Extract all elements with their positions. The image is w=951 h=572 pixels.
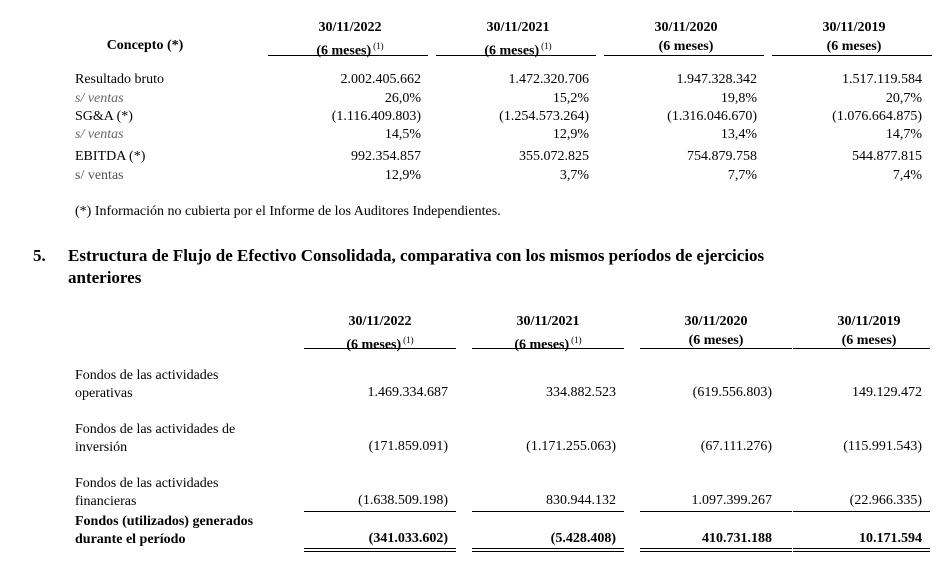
- value-cell: (1.254.573.264): [499, 109, 589, 124]
- period-date: 30/11/2022: [318, 20, 382, 35]
- period-sub: (6 meses): [841, 333, 897, 348]
- total-double-rule: [793, 548, 930, 552]
- section-number: 5.: [33, 246, 46, 265]
- row-label-resultado-bruto: Resultado bruto: [75, 72, 165, 87]
- period-sub: (6 meses): [688, 333, 744, 348]
- footnote: (*) Información no cubierta por el Informe de los Auditores Independientes.: [75, 204, 501, 219]
- period-date: 30/11/2021: [486, 20, 550, 35]
- value-cell: 149.129.472: [852, 385, 922, 400]
- value-cell: 26,0%: [384, 91, 421, 106]
- value-cell: (619.556.803): [692, 385, 772, 400]
- row-label-s-ventas: s/ ventas: [75, 168, 124, 183]
- value-cell: 3,7%: [559, 168, 589, 183]
- value-cell: (67.111.276): [700, 439, 772, 454]
- header-rule: [436, 55, 596, 56]
- value-cell: 754.879.758: [687, 149, 757, 164]
- concept-header: Concepto (*): [106, 38, 184, 53]
- subtotal-rule: [304, 511, 456, 512]
- value-cell: (1.638.509.198): [358, 493, 448, 508]
- value-cell: (115.991.543): [843, 439, 922, 454]
- period-sub: (6 meses): [826, 39, 882, 54]
- subtotal-rule: [640, 511, 792, 512]
- value-cell: 7,4%: [892, 168, 922, 183]
- value-cell: 830.944.132: [546, 493, 616, 508]
- value-cell: 2.002.405.662: [340, 72, 421, 87]
- period-sub: (6 meses) $^{(1)}$: [484, 41, 552, 59]
- value-cell: 1.469.334.687: [367, 385, 448, 400]
- total-double-rule: [304, 548, 456, 552]
- period-sub: (6 meses): [658, 39, 714, 54]
- row-label-operativas: Fondos de las actividades operativas: [75, 368, 219, 401]
- row-label-financieras: Fondos de las actividades financieras: [75, 476, 219, 509]
- value-cell: 14,5%: [384, 127, 421, 142]
- header-rule: [268, 55, 428, 56]
- value-cell: 1.472.320.706: [508, 72, 589, 87]
- value-cell: 355.072.825: [519, 149, 589, 164]
- period-date: 30/11/2020: [684, 314, 748, 329]
- period-sub: (6 meses) $^{(1)}$: [346, 335, 414, 353]
- row-label-inversion: Fondos de las actividades de inversión: [75, 422, 236, 455]
- total-value-cell: (5.428.408): [550, 531, 616, 546]
- period-header-2019: [789, 312, 949, 350]
- row-label-ebitda: EBITDA (*): [75, 149, 146, 164]
- value-cell: 1.517.119.584: [842, 72, 922, 87]
- row-label-s-ventas: s/ ventas: [75, 127, 124, 142]
- period-header-2020: [606, 18, 766, 56]
- total-double-rule: [472, 548, 624, 552]
- value-cell: 20,7%: [885, 91, 922, 106]
- total-value-cell: 410.731.188: [702, 531, 772, 546]
- section-title-line1: Estructura de Flujo de Efectivo Consolidada, comparativa con los mismos períodos de ejercicios: [68, 246, 765, 265]
- value-cell: (1.116.409.803): [331, 109, 421, 124]
- header-rule: [604, 55, 764, 56]
- total-value-cell: 10.171.594: [859, 531, 922, 546]
- value-cell: 12,9%: [552, 127, 589, 142]
- value-cell: 15,2%: [552, 91, 589, 106]
- value-cell: 12,9%: [384, 168, 421, 183]
- row-label-total: Fondos (utilizados) generados durante el período: [75, 514, 254, 547]
- period-header-2019: [774, 18, 934, 56]
- total-value-cell: (341.033.602): [368, 531, 448, 546]
- value-cell: 19,8%: [720, 91, 757, 106]
- subtotal-rule: [793, 511, 930, 512]
- period-date: 30/11/2019: [837, 314, 901, 329]
- row-label-sga: SG&A (*): [75, 109, 133, 124]
- subtotal-rule: [472, 511, 624, 512]
- row-label-s-ventas: s/ ventas: [75, 91, 124, 106]
- value-cell: 992.354.857: [351, 149, 421, 164]
- header-rule: [793, 348, 930, 349]
- header-rule: [304, 348, 456, 349]
- header-rule: [640, 348, 792, 349]
- value-cell: (22.966.335): [849, 493, 922, 508]
- period-header-2020: [636, 312, 796, 350]
- value-cell: 334.882.523: [546, 385, 616, 400]
- period-date: 30/11/2019: [822, 20, 886, 35]
- value-cell: (1.316.046.670): [667, 109, 757, 124]
- value-cell: 1.097.399.267: [691, 493, 772, 508]
- value-cell: 13,4%: [720, 127, 757, 142]
- period-sub: (6 meses) $^{(1)}$: [316, 41, 384, 59]
- value-cell: (171.859.091): [368, 439, 448, 454]
- value-cell: (1.171.255.063): [526, 439, 616, 454]
- section-title-line2: anteriores: [68, 268, 142, 287]
- value-cell: 544.877.815: [852, 149, 922, 164]
- value-cell: 7,7%: [727, 168, 757, 183]
- value-cell: 1.947.328.342: [676, 72, 757, 87]
- header-rule: [772, 55, 932, 56]
- period-date: 30/11/2021: [516, 314, 580, 329]
- period-date: 30/11/2022: [348, 314, 412, 329]
- period-date: 30/11/2020: [654, 20, 718, 35]
- header-rule: [472, 348, 624, 349]
- value-cell: (1.076.664.875): [832, 109, 922, 124]
- total-double-rule: [640, 548, 792, 552]
- period-sub: (6 meses) $^{(1)}$: [514, 335, 582, 353]
- value-cell: 14,7%: [885, 127, 922, 142]
